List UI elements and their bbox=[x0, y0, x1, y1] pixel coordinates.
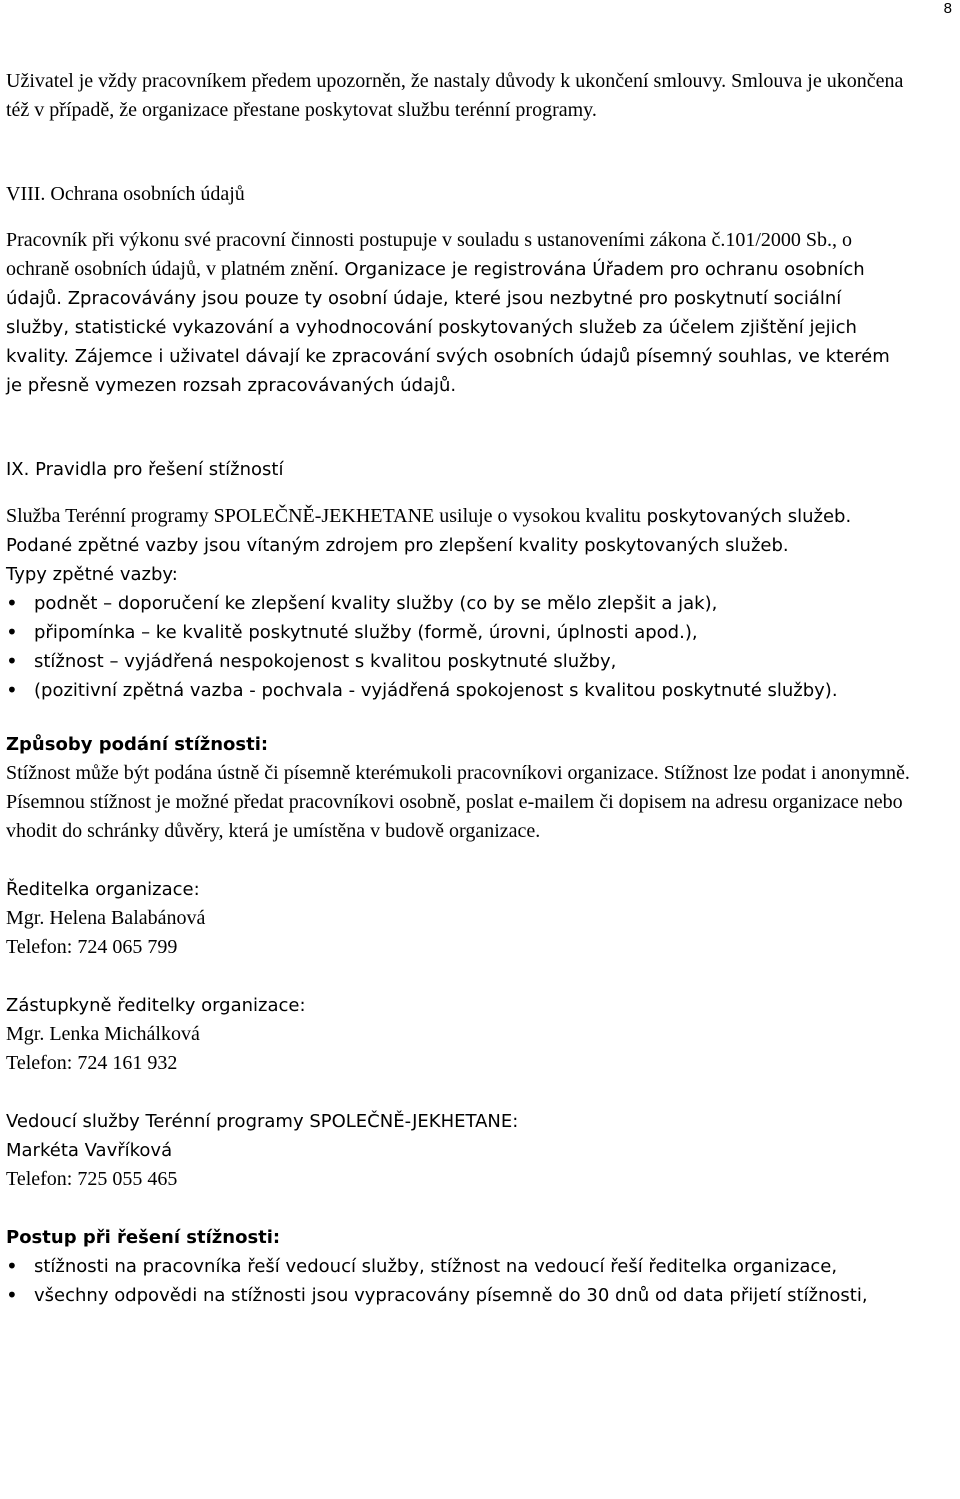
spacer bbox=[6, 429, 958, 455]
section-viii-text-serif: Pracovník při výkonu své pracovní činnosti postupuje v souladu s ustanoveními zákona č.101/2000 Sb., o ochraně osobních údajů, v platném znění. bbox=[6, 229, 852, 280]
bullet-icon: • bbox=[6, 649, 18, 673]
list-item-text: všechny odpovědi na stížnosti jsou vypracovány písemně do 30 dnů od data přijetí stížnosti, bbox=[34, 1285, 868, 1306]
contact-role: Ředitelka organizace: bbox=[6, 879, 200, 900]
section-viii-heading: VIII. Ochrana osobních údajů bbox=[6, 183, 245, 205]
section-ix-text-serif: Služba Terénní programy SPOLEČNĚ-JEKHETANE usiluje o vysokou kvalitu bbox=[6, 505, 641, 527]
spacer bbox=[6, 154, 958, 180]
list-item bbox=[6, 589, 958, 618]
spacer bbox=[6, 705, 958, 730]
contact-phone: Telefon: 724 065 799 bbox=[6, 936, 178, 958]
section-viii-text-sans: Organizace je registrována Úřadem pro ochranu osobních údajů. Zpracovávány jsou pouze ty osobní údaje, které jsou nezbytné pro poskytnutí sociální služby, statistické vykazování a vyhodnocování poskytovaných služeb za účelem zjištění jejich kvality. Zájemce i uživatel dávají ke zpracování svých osobních údajů písemný souhlas, ve kterém je přesně vymezen rozsah zpracovávaných údajů. bbox=[6, 259, 890, 396]
list-item bbox=[6, 618, 958, 647]
section-ix-text-sans: poskytovaných služeb. Podané zpětné vazby jsou vítaným zdrojem pro zlepšení kvality poskytovaných služeb. bbox=[6, 506, 852, 556]
spacer bbox=[6, 846, 958, 875]
section-ix-paragraph bbox=[6, 502, 906, 560]
bullet-icon: • bbox=[6, 1283, 18, 1307]
document-body bbox=[6, 67, 958, 1310]
list-item bbox=[6, 1252, 958, 1281]
bullet-icon: • bbox=[6, 620, 18, 644]
feedback-types-label: Typy zpětné vazby: bbox=[6, 564, 178, 585]
intro-paragraph: Uživatel je vždy pracovníkem předem upozorněn, že nastaly důvody k ukončení smlouvy. Smlouva je ukončena též v případě, že organizace přestane poskytovat službu terénní programy. bbox=[6, 70, 904, 121]
spacer bbox=[6, 209, 958, 226]
list-item bbox=[6, 1281, 874, 1310]
page-number: 8 bbox=[943, 0, 952, 17]
list-item-text: (pozitivní zpětná vazba - pochvala - vyjádřená spokojenost s kvalitou poskytnuté služby). bbox=[34, 680, 838, 701]
submission-text-2: Písemnou stížnost je možné předat pracovníkovi osobně, poslat e-mailem či dopisem na adresu organizace nebo vhodit do schránky důvěry, která je umístěna v budově organizace. bbox=[6, 791, 903, 842]
spacer bbox=[6, 1078, 958, 1107]
list-item-text: podnět – doporučení ke zlepšení kvality služby (co by se mělo zlepšit a jak), bbox=[34, 593, 718, 614]
contact-name: Mgr. Helena Balabánová bbox=[6, 907, 206, 929]
contact-role: Zástupkyně ředitelky organizace: bbox=[6, 995, 306, 1016]
submission-text-1: Stížnost může být podána ústně či písemně kterémukoli pracovníkovi organizace. Stížnost lze podat i anonymně. bbox=[6, 762, 910, 784]
submission-heading: Způsoby podání stížnosti: bbox=[6, 734, 269, 755]
contact-block bbox=[6, 991, 958, 1078]
spacer bbox=[6, 1194, 958, 1223]
contact-block bbox=[6, 1107, 958, 1194]
feedback-types-list bbox=[6, 589, 958, 705]
bullet-icon: • bbox=[6, 591, 18, 615]
list-item bbox=[6, 676, 958, 705]
spacer bbox=[6, 962, 958, 991]
contact-phone: Telefon: 725 055 465 bbox=[6, 1168, 178, 1190]
spacer bbox=[6, 400, 958, 429]
contact-block bbox=[6, 875, 958, 962]
procedure-list bbox=[6, 1252, 958, 1310]
contact-name: Mgr. Lenka Michálková bbox=[6, 1023, 200, 1045]
list-item-text: stížnosti na pracovníka řeší vedoucí služby, stížnost na vedoucí řeší ředitelka organizace, bbox=[34, 1256, 838, 1277]
contact-phone: Telefon: 724 161 932 bbox=[6, 1052, 178, 1074]
list-item-text: připomínka – ke kvalitě poskytnuté služby (formě, úrovni, úplnosti apod.), bbox=[34, 622, 698, 643]
list-item-text: stížnost – vyjádřená nespokojenost s kvalitou poskytnuté služby, bbox=[34, 651, 617, 672]
section-viii-paragraph bbox=[6, 226, 906, 400]
procedure-heading: Postup při řešení stížnosti: bbox=[6, 1227, 281, 1248]
contact-role: Vedoucí služby Terénní programy SPOLEČNĚ-JEKHETANE: bbox=[6, 1111, 519, 1132]
spacer bbox=[6, 484, 958, 502]
bullet-icon: • bbox=[6, 1254, 18, 1278]
section-ix-heading: IX. Pravidla pro řešení stížností bbox=[6, 459, 284, 480]
bullet-icon: • bbox=[6, 678, 18, 702]
contact-name: Markéta Vavříková bbox=[6, 1140, 173, 1161]
list-item bbox=[6, 647, 958, 676]
spacer bbox=[6, 125, 958, 154]
